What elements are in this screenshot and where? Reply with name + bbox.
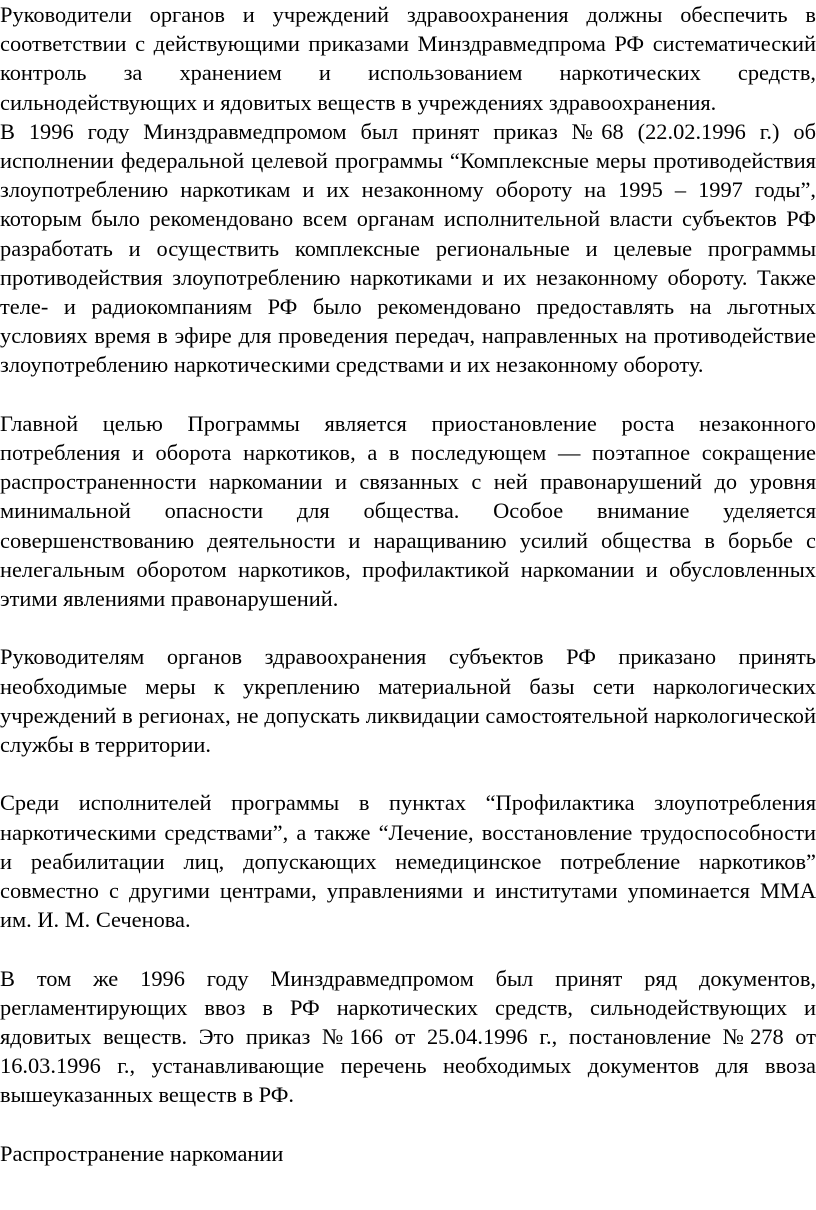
paragraph-control: Руководители органов и учреждений здравоохранения должны обеспечить в соответствии с действующими приказами Минздравмедпрома РФ систематический контроль за хранением и использованием наркотических средств, сильнодействующих и ядовитых веществ в учреждениях здравоохранения.: [0, 2, 816, 115]
paragraph-import-regulation: В том же 1996 году Минздравмедпромом был принят ряд документов, регламентирующих ввоз в РФ наркотических средств, сильнодействующих и ядовитых веществ. Это приказ №166 от 25.04.1996 г., постановление №278 от 16.03.1996 г., устанавливающие перечень необходимых документов для ввоза вышеуказанных веществ в РФ.: [0, 965, 816, 1108]
paragraph-program-goal: Главной целью Программы является приостановление роста незаконного потребления и оборота наркотиков, а в последующем — поэтапное сокращение распространенности наркомании и связанных с ней правонарушений до уровня минимальной опасности для общества. Особое внимание уделяется совершенствованию деятельности и наращиванию усилий общества в борьбе с нелегальным оборотом наркотиков, профилактикой наркомании и обусловленных этими явлениями правонарушений.: [0, 410, 816, 612]
section-heading: Распространение наркомании: [0, 1140, 284, 1166]
paragraph-health-authorities: Руководителям органов здравоохранения субъектов РФ приказано принять необходимые меры к укреплению материальной базы сети наркологических учреждений в регионах, не допускать ликвидации самостоятельной наркологической службы в территории.: [0, 644, 816, 758]
paragraph-program-executors: Среди исполнителей программы в пунктах “Профилактика злоупотребления наркотическими средствами”, а также “Лечение, восстановление трудоспособности и реабилитации лиц, допускающих немедицинское потребление наркотиков” совместно с другими центрами, управлениями и институтами упоминается ММА им. И. М. Сеченова.: [0, 790, 816, 933]
paragraph-order-68: В 1996 году Минздравмедпромом был принят приказ №68 (22.02.1996 г.) об исполнении федеральной целевой программы “Комплексные меры противодействия злоупотреблению наркотикам и их незаконному обороту на 1995 – 1997 годы”, которым было рекомендовано всем органам исполнительной власти субъектов РФ разработать и осуществить комплексные региональные и целевые программы противодействия злоупотреблению наркотиками и их незаконному обороту. Также теле- и радиокомпаниям РФ было рекомендовано предоставлять на льготных условиях время в эфире для проведения передач, направленных на противодействие злоупотреблению наркотическими средствами и их незаконному обороту.: [0, 118, 816, 378]
